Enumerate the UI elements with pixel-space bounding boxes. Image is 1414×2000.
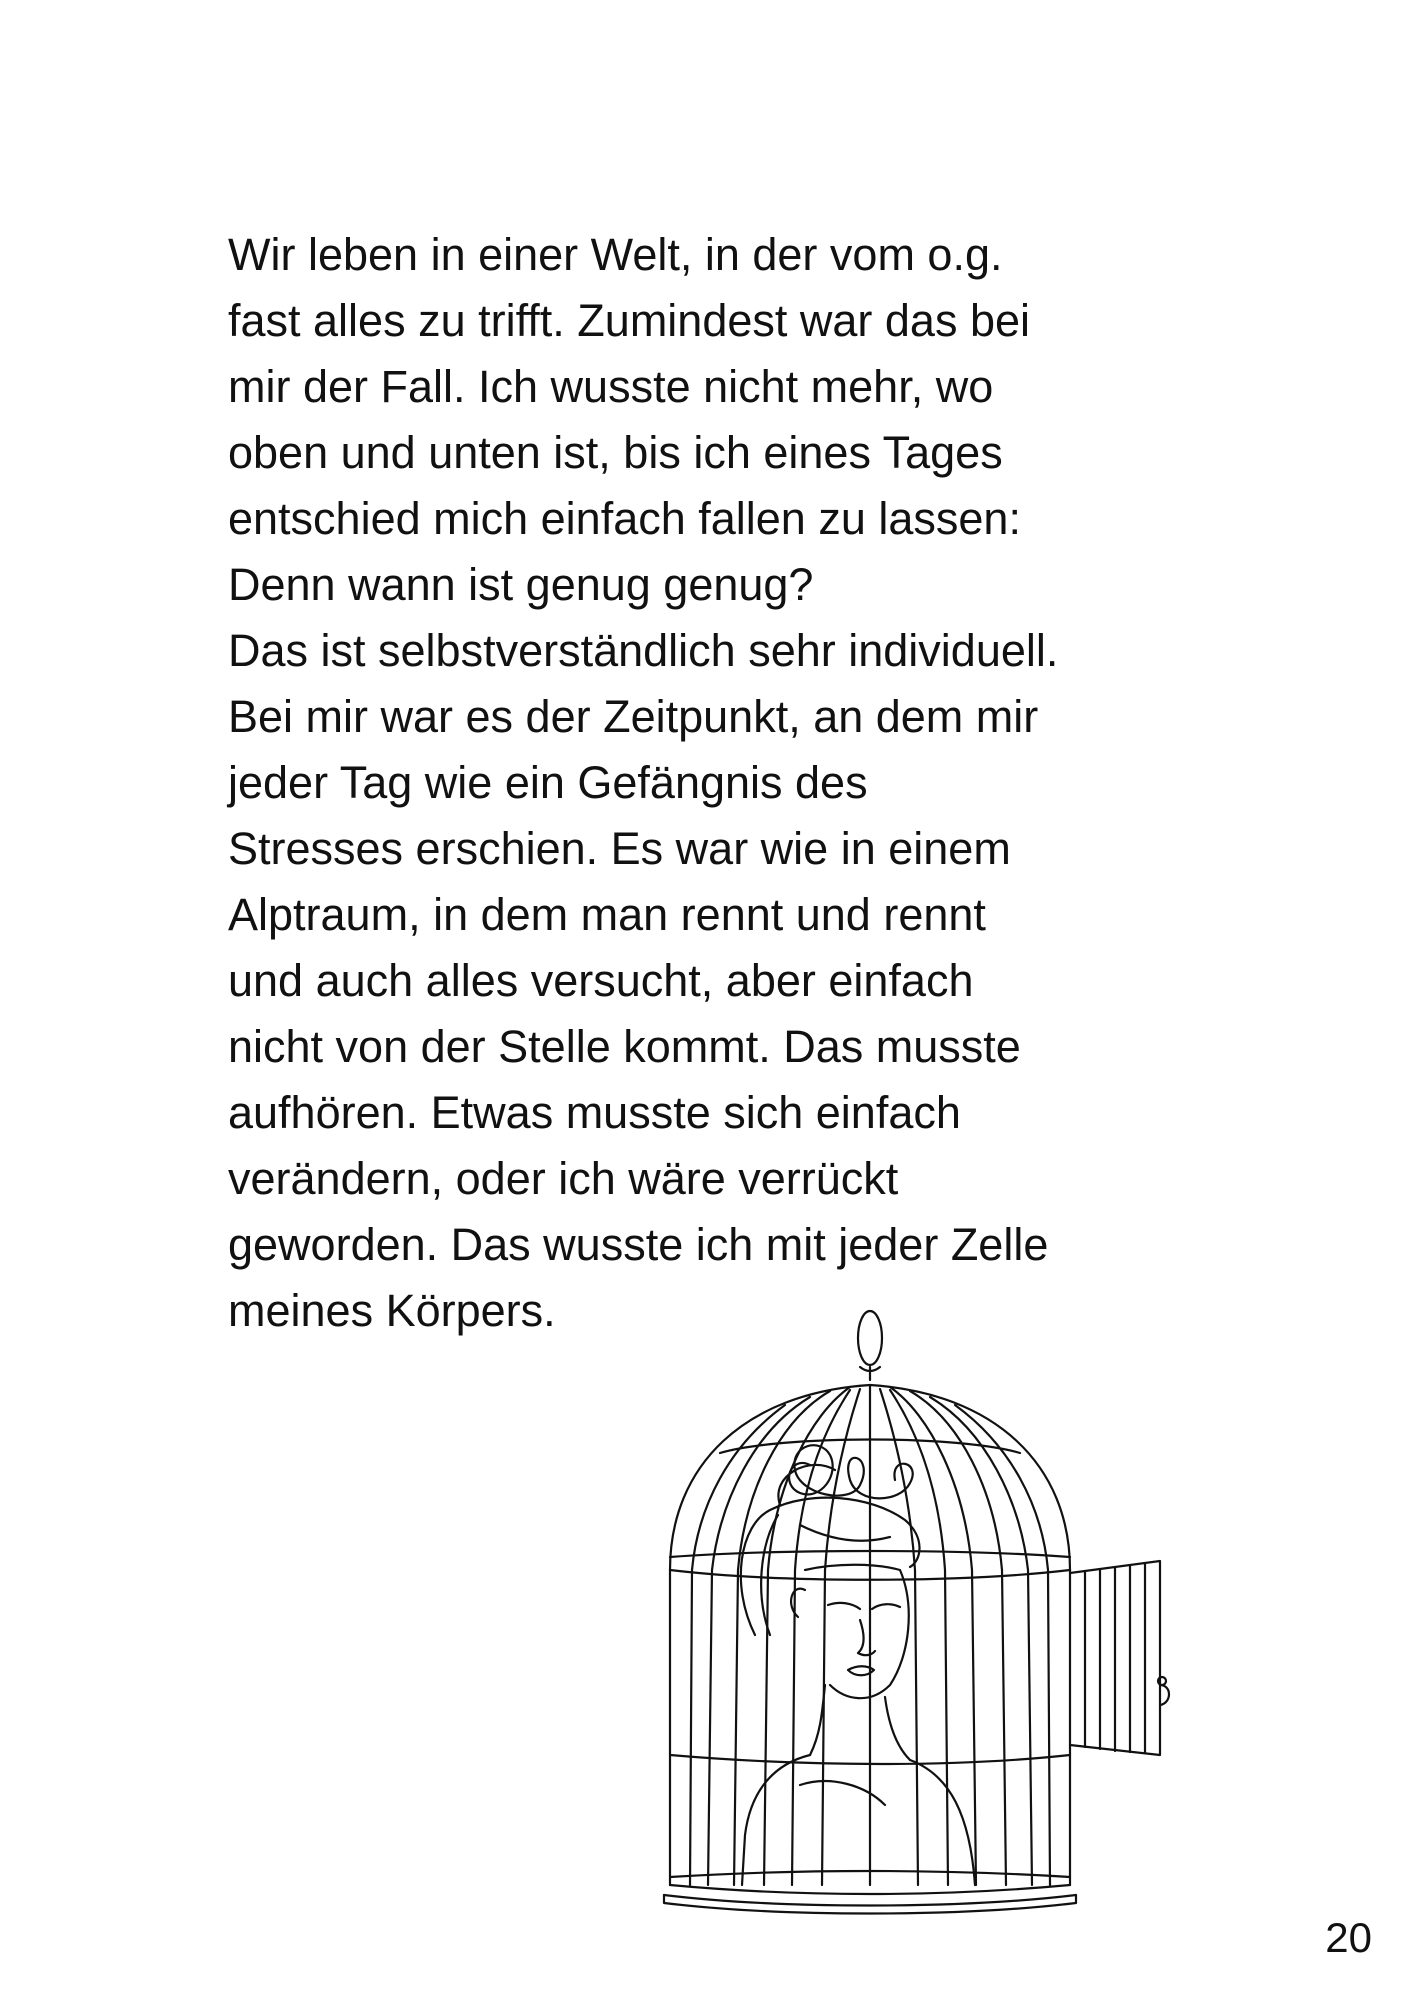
text-line: oben und unten ist, bis ich eines Tages — [228, 427, 1003, 478]
text-line: aufhören. Etwas musste sich einfach — [228, 1087, 961, 1138]
text-line: und auch alles versucht, aber einfach — [228, 955, 974, 1006]
text-line: entschied mich einfach fallen zu lassen: — [228, 493, 1021, 544]
text-line: Wir leben in einer Welt, in der vom o.g. — [228, 229, 1003, 280]
text-line: jeder Tag wie ein Gefängnis des — [228, 757, 868, 808]
text-line: Stresses erschien. Es war wie in einem — [228, 823, 1011, 874]
text-line: fast alles zu trifft. Zumindest war das bei — [228, 295, 1031, 346]
page-number: 20 — [1325, 1914, 1372, 1961]
text-line: verändern, oder ich wäre verrückt — [228, 1153, 899, 1204]
birdcage-woman-line-art-icon — [660, 1305, 1190, 1930]
text-line: geworden. Das wusste ich mit jeder Zelle — [228, 1219, 1049, 1270]
text-line: Bei mir war es der Zeitpunkt, an dem mir — [228, 691, 1039, 742]
text-line: mir der Fall. Ich wusste nicht mehr, wo — [228, 361, 994, 412]
body-paragraph — [228, 222, 1158, 1344]
text-line: Denn wann ist genug genug? — [228, 559, 814, 610]
text-line: Alptraum, in dem man rennt und rennt — [228, 889, 986, 940]
text-line: nicht von der Stelle kommt. Das musste — [228, 1021, 1021, 1072]
text-line: meines Körpers. — [228, 1285, 556, 1336]
text-line: Das ist selbstverständlich sehr individuell. — [228, 625, 1059, 676]
